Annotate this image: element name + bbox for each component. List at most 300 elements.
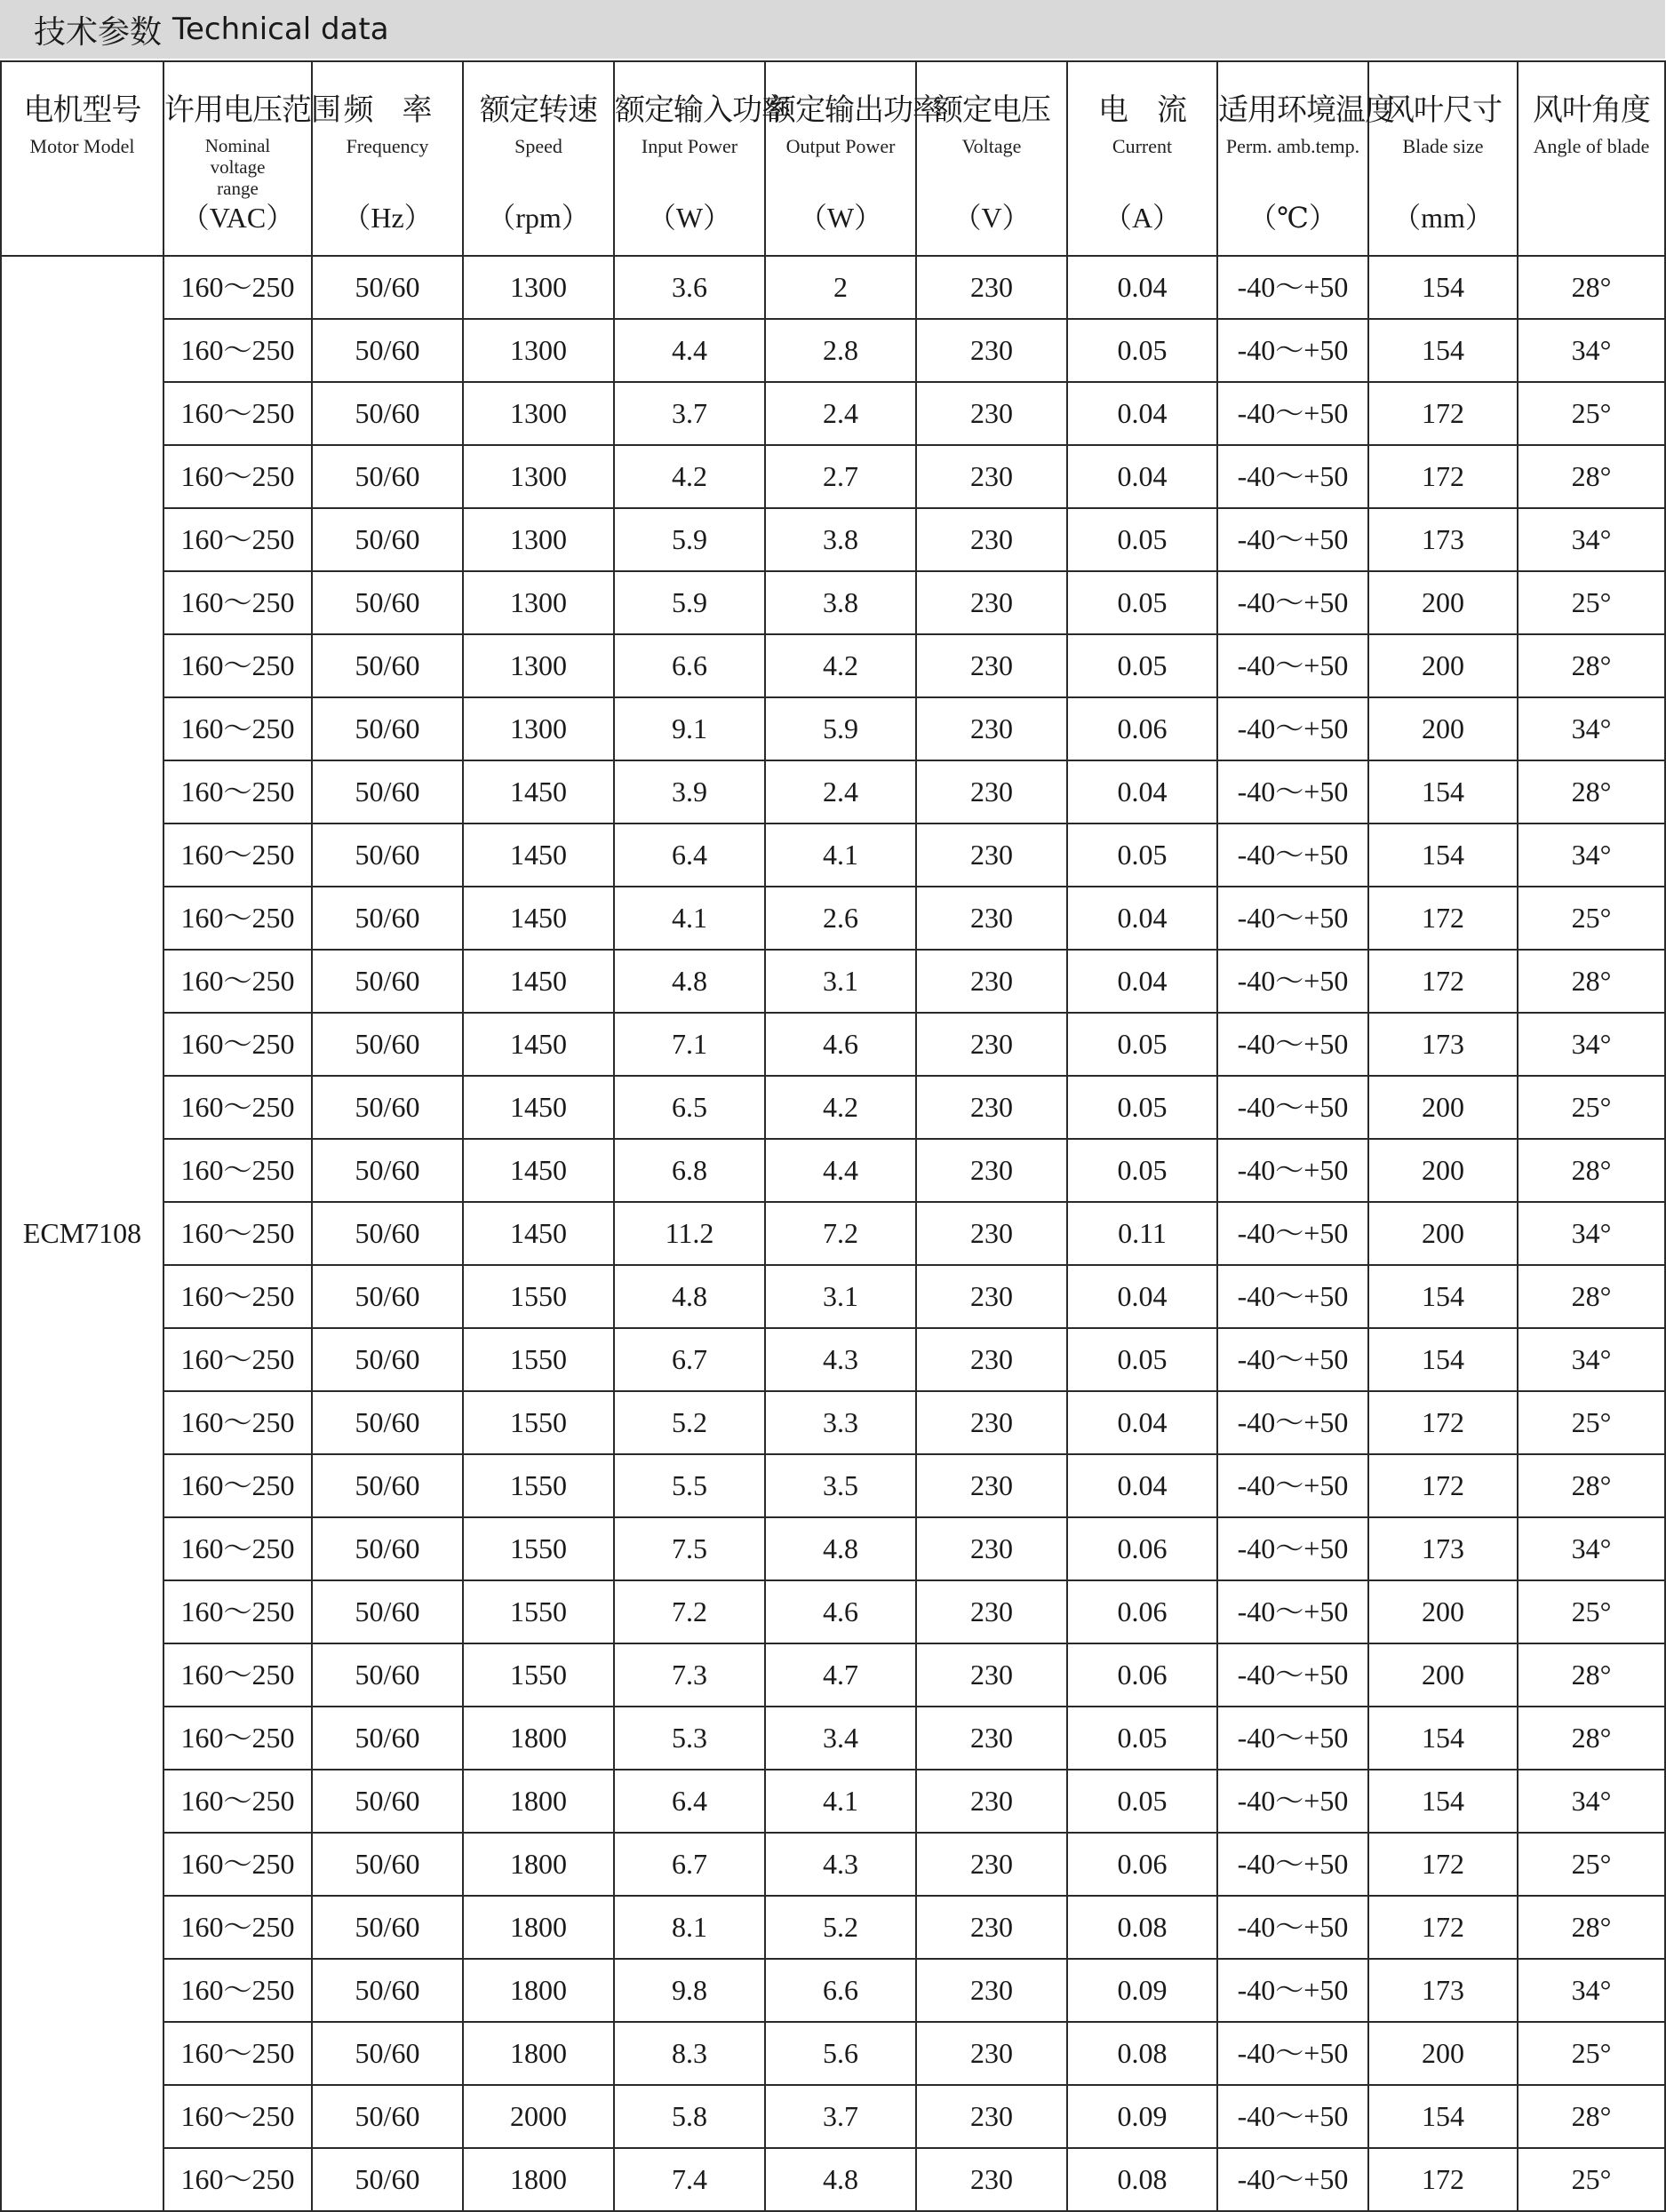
- cell-frequency: 50/60: [312, 1707, 463, 1770]
- cell-output-power: 5.6: [765, 2022, 916, 2085]
- table-row: [1, 2085, 1665, 2148]
- header-label-cn: 许用电压范围: [164, 92, 340, 128]
- cell-voltage: 230: [916, 1265, 1067, 1328]
- cell-blade-angle: 25°: [1518, 887, 1665, 950]
- cell-output-power: 2.8: [765, 319, 916, 382]
- cell-blade-size: 154: [1368, 1770, 1518, 1833]
- table-row: [1, 1454, 1665, 1517]
- cell-frequency: 50/60: [312, 1770, 463, 1833]
- cell-blade-size: 200: [1368, 1202, 1518, 1265]
- cell-voltage-range: 160～250: [163, 1770, 312, 1833]
- header-speed: [463, 61, 614, 256]
- cell-voltage-range: 160～250: [163, 1328, 312, 1391]
- cell-current: 0.06: [1067, 1643, 1217, 1707]
- cell-voltage: 230: [916, 950, 1067, 1013]
- cell-current: 0.04: [1067, 1454, 1217, 1517]
- cell-speed: 1450: [463, 760, 614, 824]
- cell-output-power: 4.8: [765, 1517, 916, 1580]
- cell-blade-angle: 28°: [1518, 2085, 1665, 2148]
- cell-input-power: 7.5: [614, 1517, 765, 1580]
- cell-ambient-temp: -40～+50: [1217, 1454, 1368, 1517]
- cell-speed: 1300: [463, 382, 614, 445]
- cell-speed: 1300: [463, 256, 614, 319]
- cell-output-power: 4.8: [765, 2148, 916, 2211]
- cell-output-power: 2.4: [765, 382, 916, 445]
- header-label-en: Frequency: [346, 135, 429, 157]
- cell-voltage: 230: [916, 319, 1067, 382]
- cell-frequency: 50/60: [312, 887, 463, 950]
- cell-frequency: 50/60: [312, 2085, 463, 2148]
- cell-voltage: 230: [916, 1643, 1067, 1707]
- cell-blade-angle: 25°: [1518, 1580, 1665, 1643]
- cell-input-power: 9.8: [614, 1959, 765, 2022]
- cell-voltage-range: 160～250: [163, 1076, 312, 1139]
- cell-voltage-range: 160～250: [163, 1202, 312, 1265]
- cell-speed: 1300: [463, 319, 614, 382]
- cell-input-power: 4.4: [614, 319, 765, 382]
- cell-speed: 1550: [463, 1643, 614, 1707]
- cell-blade-angle: 34°: [1518, 1517, 1665, 1580]
- cell-output-power: 5.9: [765, 697, 916, 760]
- cell-speed: 1450: [463, 1139, 614, 1202]
- cell-ambient-temp: -40～+50: [1217, 1959, 1368, 2022]
- cell-voltage-range: 160～250: [163, 697, 312, 760]
- cell-speed: 1550: [463, 1454, 614, 1517]
- cell-voltage-range: 160～250: [163, 1580, 312, 1643]
- header-unit: （W）: [798, 202, 883, 234]
- cell-input-power: 9.1: [614, 697, 765, 760]
- cell-blade-size: 172: [1368, 1391, 1518, 1454]
- cell-speed: 1550: [463, 1580, 614, 1643]
- cell-voltage-range: 160～250: [163, 824, 312, 887]
- cell-blade-size: 173: [1368, 1013, 1518, 1076]
- cell-ambient-temp: -40～+50: [1217, 950, 1368, 1013]
- cell-speed: 1800: [463, 1959, 614, 2022]
- cell-voltage: 230: [916, 1202, 1067, 1265]
- cell-blade-angle: 28°: [1518, 1265, 1665, 1328]
- header-input-power: [614, 61, 791, 256]
- cell-voltage: 230: [916, 2022, 1067, 2085]
- table-row: [1, 571, 1665, 634]
- cell-blade-size: 154: [1368, 760, 1518, 824]
- table-row: [1, 2148, 1665, 2211]
- header-label-cn: 额定输出功率: [766, 92, 942, 128]
- header-row: [1, 61, 1665, 256]
- cell-voltage-range: 160～250: [163, 1707, 312, 1770]
- cell-voltage-range: 160～250: [163, 256, 312, 319]
- cell-current: 0.04: [1067, 445, 1217, 508]
- cell-current: 0.05: [1067, 508, 1217, 571]
- cell-current: 0.06: [1067, 697, 1217, 760]
- cell-output-power: 3.8: [765, 571, 916, 634]
- cell-voltage-range: 160～250: [163, 1896, 312, 1959]
- cell-voltage-range: 160～250: [163, 1643, 312, 1707]
- header-label-en: Input Power: [641, 135, 738, 157]
- cell-voltage: 230: [916, 571, 1067, 634]
- cell-current: 0.05: [1067, 1013, 1217, 1076]
- header-unit: （℃）: [1248, 202, 1337, 234]
- cell-current: 0.05: [1067, 571, 1217, 634]
- table-row: [1, 887, 1665, 950]
- cell-frequency: 50/60: [312, 1013, 463, 1076]
- cell-speed: 1800: [463, 2022, 614, 2085]
- cell-blade-size: 154: [1368, 824, 1518, 887]
- cell-current: 0.08: [1067, 2022, 1217, 2085]
- header-label-cn: 电机型号: [23, 92, 141, 128]
- cell-ambient-temp: -40～+50: [1217, 1013, 1368, 1076]
- cell-voltage: 230: [916, 760, 1067, 824]
- cell-speed: 1300: [463, 571, 614, 634]
- header-label-cn: 风叶尺寸: [1384, 92, 1502, 128]
- cell-speed: 1550: [463, 1391, 614, 1454]
- cell-ambient-temp: -40～+50: [1217, 1202, 1368, 1265]
- cell-frequency: 50/60: [312, 256, 463, 319]
- cell-blade-size: 154: [1368, 1265, 1518, 1328]
- cell-voltage-range: 160～250: [163, 1833, 312, 1896]
- table-row: [1, 256, 1665, 319]
- cell-blade-angle: 34°: [1518, 508, 1665, 571]
- cell-voltage: 230: [916, 1770, 1067, 1833]
- cell-voltage-range: 160～250: [163, 887, 312, 950]
- cell-current: 0.04: [1067, 887, 1217, 950]
- cell-blade-angle: 34°: [1518, 824, 1665, 887]
- table-row: [1, 697, 1665, 760]
- cell-blade-angle: 34°: [1518, 1770, 1665, 1833]
- table-row: [1, 1076, 1665, 1139]
- header-output-power: [765, 61, 942, 256]
- table-row: [1, 1139, 1665, 1202]
- cell-input-power: 4.8: [614, 950, 765, 1013]
- cell-speed: 1450: [463, 887, 614, 950]
- cell-frequency: 50/60: [312, 1896, 463, 1959]
- cell-voltage: 230: [916, 1328, 1067, 1391]
- table-row: [1, 1580, 1665, 1643]
- cell-voltage-range: 160～250: [163, 634, 312, 697]
- cell-voltage-range: 160～250: [163, 1391, 312, 1454]
- header-label-en: Output Power: [785, 135, 896, 157]
- cell-blade-angle: 28°: [1518, 1707, 1665, 1770]
- cell-ambient-temp: -40～+50: [1217, 1707, 1368, 1770]
- cell-frequency: 50/60: [312, 1833, 463, 1896]
- header-ambient-temp: [1217, 61, 1394, 256]
- section-title: [0, 0, 1665, 59]
- cell-input-power: 6.4: [614, 1770, 765, 1833]
- cell-ambient-temp: -40～+50: [1217, 571, 1368, 634]
- cell-output-power: 4.4: [765, 1139, 916, 1202]
- cell-input-power: 6.7: [614, 1328, 765, 1391]
- cell-blade-angle: 28°: [1518, 1454, 1665, 1517]
- cell-input-power: 6.5: [614, 1076, 765, 1139]
- cell-output-power: 6.6: [765, 1959, 916, 2022]
- cell-output-power: 2.6: [765, 887, 916, 950]
- cell-speed: 2000: [463, 2085, 614, 2148]
- cell-frequency: 50/60: [312, 950, 463, 1013]
- header-label-en: Speed: [514, 135, 562, 157]
- header-frequency: [312, 61, 463, 256]
- cell-voltage: 230: [916, 1580, 1067, 1643]
- cell-voltage-range: 160～250: [163, 508, 312, 571]
- cell-voltage-range: 160～250: [163, 382, 312, 445]
- cell-blade-size: 172: [1368, 1896, 1518, 1959]
- cell-speed: 1300: [463, 634, 614, 697]
- header-unit: （rpm）: [487, 202, 590, 234]
- cell-output-power: 4.2: [765, 1076, 916, 1139]
- cell-voltage-range: 160～250: [163, 1517, 312, 1580]
- header-blade-size: [1368, 61, 1518, 256]
- cell-input-power: 5.3: [614, 1707, 765, 1770]
- cell-voltage: 230: [916, 697, 1067, 760]
- cell-speed: 1800: [463, 1707, 614, 1770]
- cell-voltage-range: 160～250: [163, 445, 312, 508]
- header-unit: （V）: [953, 202, 1031, 234]
- cell-blade-angle: 28°: [1518, 445, 1665, 508]
- cell-blade-angle: 34°: [1518, 319, 1665, 382]
- cell-voltage: 230: [916, 1959, 1067, 2022]
- cell-output-power: 4.1: [765, 824, 916, 887]
- cell-frequency: 50/60: [312, 319, 463, 382]
- cell-ambient-temp: -40～+50: [1217, 1391, 1368, 1454]
- table-row: [1, 824, 1665, 887]
- cell-speed: 1450: [463, 824, 614, 887]
- cell-ambient-temp: -40～+50: [1217, 1517, 1368, 1580]
- header-motor-model: [1, 61, 163, 256]
- table-row: [1, 760, 1665, 824]
- cell-blade-angle: 25°: [1518, 1076, 1665, 1139]
- cell-voltage: 230: [916, 508, 1067, 571]
- cell-input-power: 7.2: [614, 1580, 765, 1643]
- cell-blade-angle: 28°: [1518, 1643, 1665, 1707]
- cell-input-power: 6.7: [614, 1833, 765, 1896]
- cell-output-power: 2.4: [765, 760, 916, 824]
- cell-input-power: 4.1: [614, 887, 765, 950]
- cell-blade-size: 200: [1368, 1580, 1518, 1643]
- cell-output-power: 3.1: [765, 1265, 916, 1328]
- cell-frequency: 50/60: [312, 445, 463, 508]
- cell-blade-size: 200: [1368, 2022, 1518, 2085]
- header-unit: （VAC）: [180, 202, 295, 234]
- cell-speed: 1300: [463, 445, 614, 508]
- cell-current: 0.06: [1067, 1517, 1217, 1580]
- cell-input-power: 8.1: [614, 1896, 765, 1959]
- cell-blade-size: 200: [1368, 1139, 1518, 1202]
- table-row: [1, 1707, 1665, 1770]
- header-label-en: Perm. amb.temp.: [1225, 135, 1360, 157]
- cell-blade-size: 172: [1368, 1454, 1518, 1517]
- header-unit: （mm）: [1392, 202, 1494, 234]
- cell-output-power: 4.1: [765, 1770, 916, 1833]
- cell-blade-size: 172: [1368, 1833, 1518, 1896]
- table-row: [1, 950, 1665, 1013]
- cell-frequency: 50/60: [312, 1391, 463, 1454]
- cell-blade-angle: 34°: [1518, 1959, 1665, 2022]
- cell-output-power: 4.6: [765, 1013, 916, 1076]
- cell-voltage-range: 160～250: [163, 1454, 312, 1517]
- cell-output-power: 3.8: [765, 508, 916, 571]
- cell-frequency: 50/60: [312, 508, 463, 571]
- cell-ambient-temp: -40～+50: [1217, 1833, 1368, 1896]
- cell-current: 0.04: [1067, 1391, 1217, 1454]
- cell-speed: 1450: [463, 950, 614, 1013]
- cell-output-power: 3.3: [765, 1391, 916, 1454]
- cell-blade-size: 200: [1368, 697, 1518, 760]
- header-unit: （W）: [647, 202, 732, 234]
- cell-speed: 1800: [463, 2148, 614, 2211]
- cell-input-power: 6.4: [614, 824, 765, 887]
- table-row: [1, 1833, 1665, 1896]
- cell-input-power: 5.2: [614, 1391, 765, 1454]
- cell-frequency: 50/60: [312, 1328, 463, 1391]
- cell-voltage: 230: [916, 382, 1067, 445]
- table-row: [1, 382, 1665, 445]
- cell-speed: 1450: [463, 1076, 614, 1139]
- cell-input-power: 7.3: [614, 1643, 765, 1707]
- cell-ambient-temp: -40～+50: [1217, 1076, 1368, 1139]
- technical-data-table: [0, 60, 1666, 2212]
- cell-current: 0.08: [1067, 1896, 1217, 1959]
- cell-blade-angle: 34°: [1518, 1013, 1665, 1076]
- cell-current: 0.09: [1067, 1959, 1217, 2022]
- cell-input-power: 7.1: [614, 1013, 765, 1076]
- cell-frequency: 50/60: [312, 1454, 463, 1517]
- cell-current: 0.05: [1067, 1139, 1217, 1202]
- section-title-en: Technical data: [172, 12, 389, 47]
- table-row: [1, 319, 1665, 382]
- cell-output-power: 4.2: [765, 634, 916, 697]
- cell-ambient-temp: -40～+50: [1217, 1896, 1368, 1959]
- cell-blade-angle: 25°: [1518, 1391, 1665, 1454]
- cell-ambient-temp: -40～+50: [1217, 824, 1368, 887]
- cell-speed: 1800: [463, 1833, 614, 1896]
- cell-voltage-range: 160～250: [163, 2148, 312, 2211]
- cell-voltage-range: 160～250: [163, 2085, 312, 2148]
- cell-output-power: 4.7: [765, 1643, 916, 1707]
- cell-voltage: 230: [916, 1013, 1067, 1076]
- table-row: [1, 445, 1665, 508]
- cell-current: 0.04: [1067, 760, 1217, 824]
- header-label-en: Blade size: [1402, 135, 1484, 157]
- table-row: [1, 508, 1665, 571]
- header-unit: （Hz）: [342, 202, 433, 234]
- cell-voltage-range: 160～250: [163, 1013, 312, 1076]
- cell-speed: 1450: [463, 1013, 614, 1076]
- table-row: [1, 1328, 1665, 1391]
- table-row: [1, 1643, 1665, 1707]
- table-row: [1, 1391, 1665, 1454]
- cell-speed: 1550: [463, 1265, 614, 1328]
- cell-blade-size: 172: [1368, 445, 1518, 508]
- cell-input-power: 5.9: [614, 571, 765, 634]
- cell-output-power: 7.2: [765, 1202, 916, 1265]
- cell-ambient-temp: -40～+50: [1217, 760, 1368, 824]
- cell-frequency: 50/60: [312, 824, 463, 887]
- cell-blade-size: 172: [1368, 2148, 1518, 2211]
- cell-frequency: 50/60: [312, 2022, 463, 2085]
- cell-current: 0.06: [1067, 1580, 1217, 1643]
- cell-voltage: 230: [916, 1707, 1067, 1770]
- header-current: [1067, 61, 1217, 256]
- cell-current: 0.05: [1067, 634, 1217, 697]
- cell-speed: 1550: [463, 1517, 614, 1580]
- cell-voltage: 230: [916, 824, 1067, 887]
- cell-frequency: 50/60: [312, 1202, 463, 1265]
- cell-ambient-temp: -40～+50: [1217, 382, 1368, 445]
- cell-blade-size: 173: [1368, 508, 1518, 571]
- header-voltage: [916, 61, 1067, 256]
- cell-speed: 1550: [463, 1328, 614, 1391]
- header-label-cn: 适用环境温度: [1218, 92, 1394, 128]
- cell-voltage: 230: [916, 1833, 1067, 1896]
- cell-voltage: 230: [916, 445, 1067, 508]
- cell-blade-angle: 25°: [1518, 571, 1665, 634]
- cell-input-power: 3.9: [614, 760, 765, 824]
- cell-blade-size: 200: [1368, 1643, 1518, 1707]
- cell-voltage: 230: [916, 1454, 1067, 1517]
- cell-blade-size: 173: [1368, 1517, 1518, 1580]
- cell-voltage: 230: [916, 1076, 1067, 1139]
- cell-ambient-temp: -40～+50: [1217, 319, 1368, 382]
- cell-blade-angle: 28°: [1518, 950, 1665, 1013]
- cell-voltage: 230: [916, 1896, 1067, 1959]
- cell-voltage-range: 160～250: [163, 571, 312, 634]
- cell-voltage-range: 160～250: [163, 319, 312, 382]
- section-title-cn: 技术参数: [34, 13, 163, 51]
- cell-blade-angle: 28°: [1518, 256, 1665, 319]
- header-label-cn: 额定转速: [480, 92, 597, 128]
- cell-input-power: 8.3: [614, 2022, 765, 2085]
- cell-blade-size: 154: [1368, 319, 1518, 382]
- cell-output-power: 4.3: [765, 1328, 916, 1391]
- cell-frequency: 50/60: [312, 1265, 463, 1328]
- cell-blade-angle: 25°: [1518, 2022, 1665, 2085]
- cell-blade-size: 154: [1368, 256, 1518, 319]
- cell-voltage: 230: [916, 1517, 1067, 1580]
- cell-input-power: 6.8: [614, 1139, 765, 1202]
- cell-input-power: 7.4: [614, 2148, 765, 2211]
- cell-frequency: 50/60: [312, 1517, 463, 1580]
- cell-blade-size: 154: [1368, 2085, 1518, 2148]
- cell-voltage-range: 160～250: [163, 2022, 312, 2085]
- cell-blade-size: 200: [1368, 634, 1518, 697]
- cell-frequency: 50/60: [312, 382, 463, 445]
- cell-speed: 1450: [463, 1202, 614, 1265]
- cell-output-power: 3.5: [765, 1454, 916, 1517]
- cell-frequency: 50/60: [312, 1580, 463, 1643]
- cell-ambient-temp: -40～+50: [1217, 1265, 1368, 1328]
- cell-blade-size: 200: [1368, 571, 1518, 634]
- cell-current: 0.04: [1067, 1265, 1217, 1328]
- cell-output-power: 2: [765, 256, 916, 319]
- cell-current: 0.05: [1067, 1076, 1217, 1139]
- cell-speed: 1800: [463, 1896, 614, 1959]
- cell-current: 0.05: [1067, 319, 1217, 382]
- cell-voltage: 230: [916, 2148, 1067, 2211]
- cell-blade-angle: 34°: [1518, 697, 1665, 760]
- cell-input-power: 5.9: [614, 508, 765, 571]
- header-voltage-range: [163, 61, 340, 256]
- header-label-cn: 电 流: [1098, 92, 1186, 128]
- cell-output-power: 5.2: [765, 1896, 916, 1959]
- cell-frequency: 50/60: [312, 697, 463, 760]
- table-row: [1, 1265, 1665, 1328]
- cell-current: 0.05: [1067, 824, 1217, 887]
- cell-input-power: 3.6: [614, 256, 765, 319]
- header-label-en: Current: [1112, 135, 1173, 157]
- table-row: [1, 1896, 1665, 1959]
- cell-current: 0.11: [1067, 1202, 1217, 1265]
- cell-voltage: 230: [916, 1139, 1067, 1202]
- cell-output-power: 2.7: [765, 445, 916, 508]
- cell-ambient-temp: -40～+50: [1217, 1328, 1368, 1391]
